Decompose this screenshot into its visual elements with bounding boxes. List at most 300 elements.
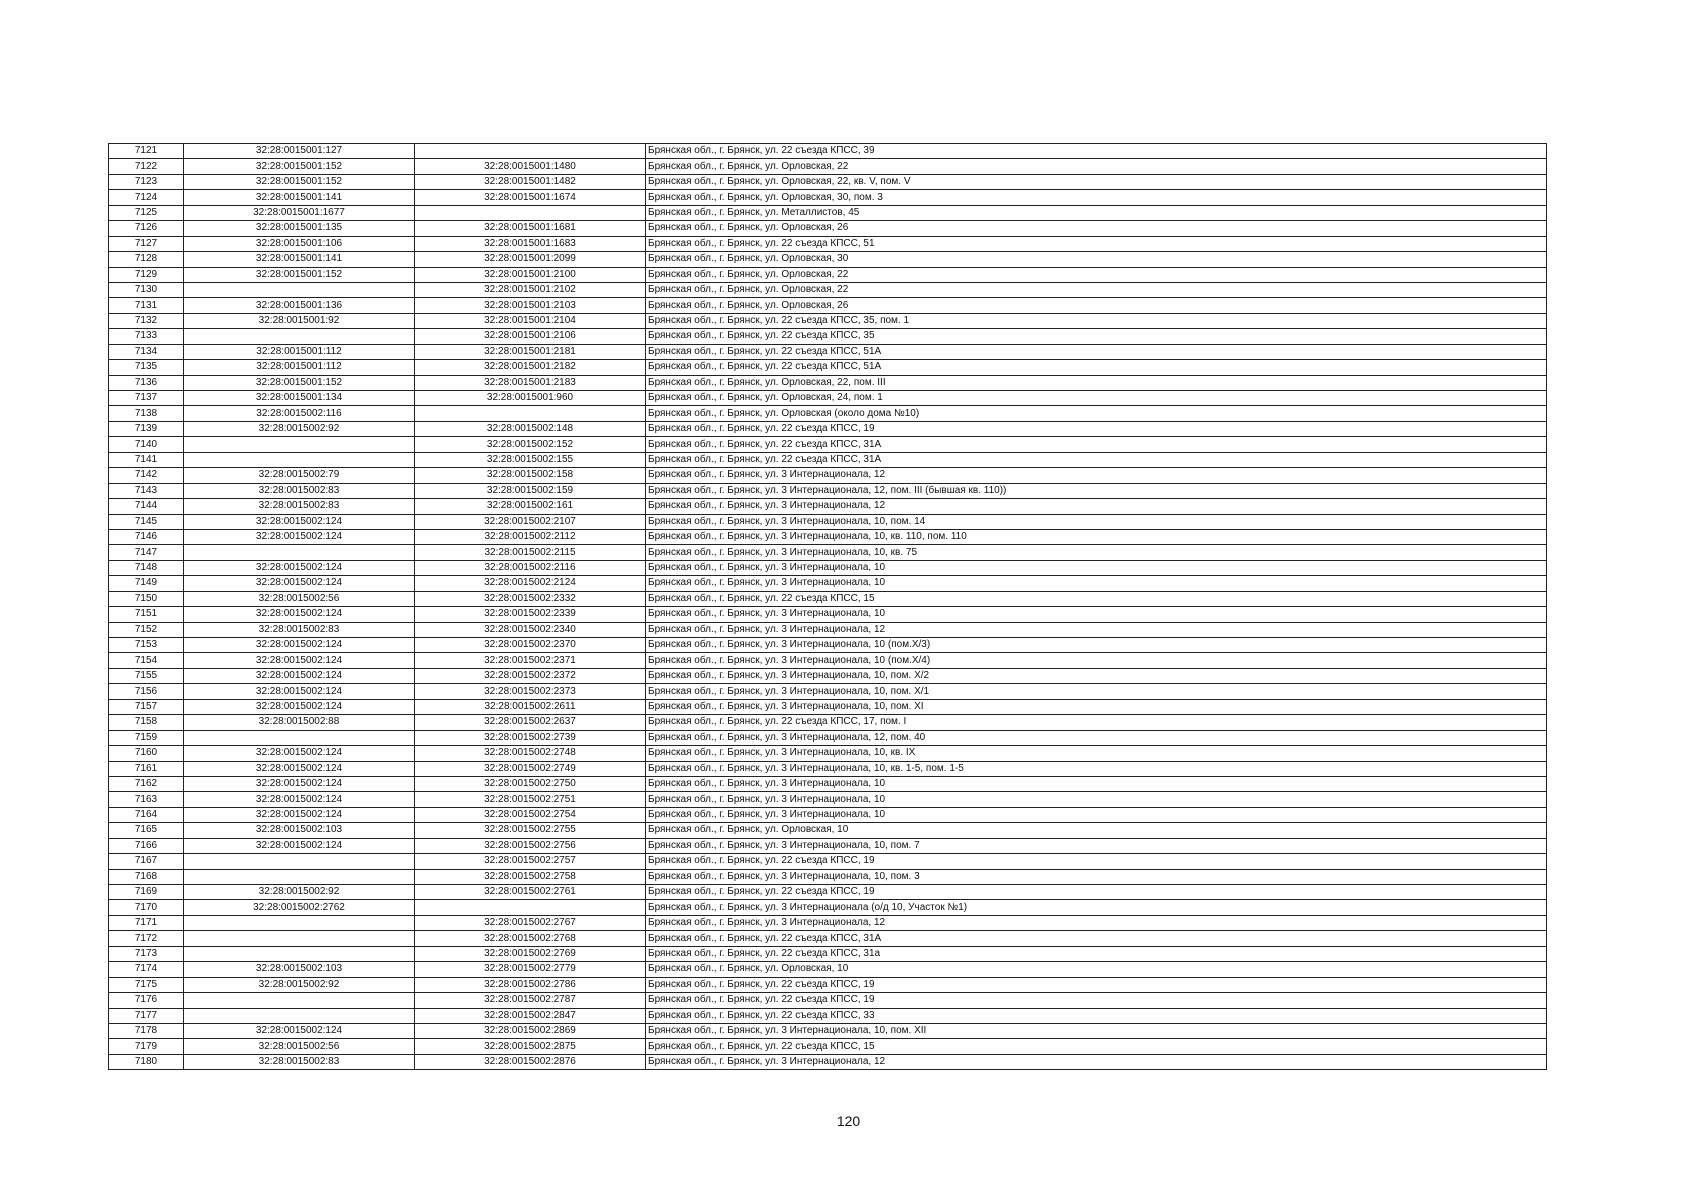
- parcel-number-cell: 32:28:0015002:124: [184, 807, 415, 822]
- parcel-number-cell: 32:28:0015002:124: [184, 514, 415, 529]
- address-cell: Брянская обл., г. Брянск, ул. 3 Интернационала, 10, пом. Х/1: [646, 684, 1547, 699]
- row-number-cell: 7123: [109, 174, 184, 189]
- row-number-cell: 7176: [109, 993, 184, 1008]
- address-cell: Брянская обл., г. Брянск, ул. 3 Интернационала, 10, пом. Х/2: [646, 668, 1547, 683]
- address-cell: Брянская обл., г. Брянск, ул. Орловская, 30, пом. 3: [646, 190, 1547, 205]
- address-cell: Брянская обл., г. Брянск, ул. 22 съезда КПСС, 19: [646, 885, 1547, 900]
- parcel-number-cell: 32:28:0015002:124: [184, 638, 415, 653]
- table-row: [109, 421, 1547, 436]
- object-number-cell: 32:28:0015001:2181: [415, 344, 646, 359]
- row-number-cell: 7158: [109, 715, 184, 730]
- address-cell: Брянская обл., г. Брянск, ул. 3 Интернационала, 12: [646, 622, 1547, 637]
- address-cell: Брянская обл., г. Брянск, ул. Орловская, 30: [646, 252, 1547, 267]
- table-row: [109, 144, 1547, 159]
- parcel-number-cell: [184, 282, 415, 297]
- table-row: [109, 607, 1547, 622]
- object-number-cell: 32:28:0015002:2756: [415, 838, 646, 853]
- parcel-number-cell: 32:28:0015002:103: [184, 962, 415, 977]
- parcel-number-cell: 32:28:0015002:83: [184, 499, 415, 514]
- table-row: [109, 529, 1547, 544]
- object-number-cell: 32:28:0015001:1674: [415, 190, 646, 205]
- table-row: [109, 653, 1547, 668]
- table-row: [109, 746, 1547, 761]
- parcel-number-cell: [184, 730, 415, 745]
- object-number-cell: 32:28:0015002:2372: [415, 668, 646, 683]
- parcel-number-cell: 32:28:0015001:136: [184, 298, 415, 313]
- parcel-number-cell: 32:28:0015002:124: [184, 1023, 415, 1038]
- parcel-number-cell: [184, 931, 415, 946]
- table-row: [109, 915, 1547, 930]
- address-cell: Брянская обл., г. Брянск, ул. Орловская, 22: [646, 267, 1547, 282]
- parcel-number-cell: 32:28:0015001:134: [184, 391, 415, 406]
- object-number-cell: 32:28:0015001:2183: [415, 375, 646, 390]
- parcel-number-cell: [184, 452, 415, 467]
- address-cell: Брянская обл., г. Брянск, ул. 22 съезда КПСС, 51: [646, 236, 1547, 251]
- address-cell: Брянская обл., г. Брянск, ул. 22 съезда КПСС, 31А: [646, 452, 1547, 467]
- object-number-cell: 32:28:0015002:161: [415, 499, 646, 514]
- row-number-cell: 7172: [109, 931, 184, 946]
- object-number-cell: [415, 406, 646, 421]
- table-row: [109, 715, 1547, 730]
- registry-table: [108, 143, 1547, 1070]
- row-number-cell: 7166: [109, 838, 184, 853]
- address-cell: Брянская обл., г. Брянск, ул. 22 съезда КПСС, 15: [646, 1039, 1547, 1054]
- address-cell: Брянская обл., г. Брянск, ул. 3 Интернационала, 12: [646, 499, 1547, 514]
- row-number-cell: 7136: [109, 375, 184, 390]
- parcel-number-cell: 32:28:0015002:83: [184, 622, 415, 637]
- object-number-cell: 32:28:0015002:2112: [415, 529, 646, 544]
- object-number-cell: 32:28:0015002:2371: [415, 653, 646, 668]
- row-number-cell: 7179: [109, 1039, 184, 1054]
- row-number-cell: 7146: [109, 529, 184, 544]
- table-row: [109, 622, 1547, 637]
- object-number-cell: 32:28:0015002:2761: [415, 885, 646, 900]
- object-number-cell: 32:28:0015002:2748: [415, 746, 646, 761]
- object-number-cell: 32:28:0015001:2106: [415, 329, 646, 344]
- parcel-number-cell: 32:28:0015002:124: [184, 838, 415, 853]
- table-row: [109, 221, 1547, 236]
- row-number-cell: 7141: [109, 452, 184, 467]
- parcel-number-cell: [184, 946, 415, 961]
- object-number-cell: 32:28:0015002:2757: [415, 854, 646, 869]
- parcel-number-cell: 32:28:0015002:92: [184, 977, 415, 992]
- parcel-number-cell: 32:28:0015002:124: [184, 746, 415, 761]
- table-row: [109, 252, 1547, 267]
- table-row: [109, 885, 1547, 900]
- row-number-cell: 7138: [109, 406, 184, 421]
- parcel-number-cell: 32:28:0015002:124: [184, 607, 415, 622]
- table-row: [109, 1008, 1547, 1023]
- address-cell: Брянская обл., г. Брянск, ул. 3 Интернационала, 10: [646, 792, 1547, 807]
- address-cell: Брянская обл., г. Брянск, ул. 3 Интернационала, 12, пом. 40: [646, 730, 1547, 745]
- row-number-cell: 7129: [109, 267, 184, 282]
- row-number-cell: 7160: [109, 746, 184, 761]
- table-row: [109, 452, 1547, 467]
- object-number-cell: 32:28:0015001:2100: [415, 267, 646, 282]
- object-number-cell: 32:28:0015002:2875: [415, 1039, 646, 1054]
- object-number-cell: 32:28:0015002:2769: [415, 946, 646, 961]
- table-row: [109, 699, 1547, 714]
- row-number-cell: 7154: [109, 653, 184, 668]
- table-row: [109, 236, 1547, 251]
- parcel-number-cell: 32:28:0015002:124: [184, 761, 415, 776]
- table-row: [109, 962, 1547, 977]
- address-cell: Брянская обл., г. Брянск, ул. Орловская (около дома №10): [646, 406, 1547, 421]
- row-number-cell: 7122: [109, 159, 184, 174]
- row-number-cell: 7143: [109, 483, 184, 498]
- row-number-cell: 7171: [109, 915, 184, 930]
- object-number-cell: [415, 205, 646, 220]
- parcel-number-cell: 32:28:0015002:2762: [184, 900, 415, 915]
- object-number-cell: 32:28:0015002:159: [415, 483, 646, 498]
- row-number-cell: 7130: [109, 282, 184, 297]
- row-number-cell: 7121: [109, 144, 184, 159]
- parcel-number-cell: 32:28:0015002:116: [184, 406, 415, 421]
- object-number-cell: [415, 900, 646, 915]
- object-number-cell: 32:28:0015002:2847: [415, 1008, 646, 1023]
- object-number-cell: 32:28:0015002:2786: [415, 977, 646, 992]
- object-number-cell: 32:28:0015002:2107: [415, 514, 646, 529]
- row-number-cell: 7135: [109, 360, 184, 375]
- page-number: 120: [836, 1113, 861, 1129]
- parcel-number-cell: 32:28:0015001:106: [184, 236, 415, 251]
- address-cell: Брянская обл., г. Брянск, ул. Орловская, 24, пом. 1: [646, 391, 1547, 406]
- parcel-number-cell: [184, 329, 415, 344]
- parcel-number-cell: 32:28:0015002:124: [184, 792, 415, 807]
- table-row: [109, 776, 1547, 791]
- row-number-cell: 7159: [109, 730, 184, 745]
- row-number-cell: 7147: [109, 545, 184, 560]
- table-row: [109, 1054, 1547, 1069]
- object-number-cell: 32:28:0015002:148: [415, 421, 646, 436]
- object-number-cell: 32:28:0015002:158: [415, 468, 646, 483]
- table-row: [109, 761, 1547, 776]
- address-cell: Брянская обл., г. Брянск, ул. 3 Интернационала, 10: [646, 807, 1547, 822]
- parcel-number-cell: [184, 915, 415, 930]
- row-number-cell: 7155: [109, 668, 184, 683]
- object-number-cell: 32:28:0015002:2637: [415, 715, 646, 730]
- row-number-cell: 7156: [109, 684, 184, 699]
- address-cell: Брянская обл., г. Брянск, ул. 3 Интернационала, 10, пом. 14: [646, 514, 1547, 529]
- parcel-number-cell: 32:28:0015001:92: [184, 313, 415, 328]
- table-row: [109, 174, 1547, 189]
- object-number-cell: 32:28:0015002:2370: [415, 638, 646, 653]
- row-number-cell: 7167: [109, 854, 184, 869]
- parcel-number-cell: [184, 1008, 415, 1023]
- parcel-number-cell: 32:28:0015001:152: [184, 159, 415, 174]
- object-number-cell: 32:28:0015002:2332: [415, 591, 646, 606]
- address-cell: Брянская обл., г. Брянск, ул. 22 съезда КПСС, 17, пом. I: [646, 715, 1547, 730]
- table-row: [109, 483, 1547, 498]
- row-number-cell: 7140: [109, 437, 184, 452]
- row-number-cell: 7127: [109, 236, 184, 251]
- address-cell: Брянская обл., г. Брянск, ул. 3 Интернационала, 10 (пом.Х/3): [646, 638, 1547, 653]
- parcel-number-cell: [184, 545, 415, 560]
- row-number-cell: 7145: [109, 514, 184, 529]
- address-cell: Брянская обл., г. Брянск, ул. 3 Интернационала, 12: [646, 915, 1547, 930]
- row-number-cell: 7124: [109, 190, 184, 205]
- table-row: [109, 638, 1547, 653]
- address-cell: Брянская обл., г. Брянск, ул. 22 съезда КПСС, 31а: [646, 946, 1547, 961]
- address-cell: Брянская обл., г. Брянск, ул. 22 съезда КПСС, 35: [646, 329, 1547, 344]
- table-row: [109, 1039, 1547, 1054]
- address-cell: Брянская обл., г. Брянск, ул. 3 Интернационала, 12, пом. III (бывшая кв. 110)): [646, 483, 1547, 498]
- parcel-number-cell: 32:28:0015002:83: [184, 1054, 415, 1069]
- object-number-cell: 32:28:0015002:2339: [415, 607, 646, 622]
- object-number-cell: 32:28:0015002:2758: [415, 869, 646, 884]
- parcel-number-cell: 32:28:0015002:124: [184, 684, 415, 699]
- table-row: [109, 313, 1547, 328]
- address-cell: Брянская обл., г. Брянск, ул. 22 съезда КПСС, 51А: [646, 344, 1547, 359]
- row-number-cell: 7165: [109, 823, 184, 838]
- table-row: [109, 1023, 1547, 1038]
- parcel-number-cell: 32:28:0015002:83: [184, 483, 415, 498]
- row-number-cell: 7150: [109, 591, 184, 606]
- table-row: [109, 869, 1547, 884]
- row-number-cell: 7161: [109, 761, 184, 776]
- address-cell: Брянская обл., г. Брянск, ул. 22 съезда КПСС, 15: [646, 591, 1547, 606]
- row-number-cell: 7151: [109, 607, 184, 622]
- address-cell: Брянская обл., г. Брянск, ул. 22 съезда КПСС, 51А: [646, 360, 1547, 375]
- row-number-cell: 7131: [109, 298, 184, 313]
- address-cell: Брянская обл., г. Брянск, ул. 22 съезда КПСС, 19: [646, 977, 1547, 992]
- row-number-cell: 7177: [109, 1008, 184, 1023]
- table-row: [109, 823, 1547, 838]
- row-number-cell: 7148: [109, 560, 184, 575]
- parcel-number-cell: 32:28:0015002:124: [184, 576, 415, 591]
- table-row: [109, 499, 1547, 514]
- row-number-cell: 7152: [109, 622, 184, 637]
- address-cell: Брянская обл., г. Брянск, ул. 22 съезда КПСС, 39: [646, 144, 1547, 159]
- object-number-cell: 32:28:0015001:2104: [415, 313, 646, 328]
- table-row: [109, 977, 1547, 992]
- table-row: [109, 282, 1547, 297]
- address-cell: Брянская обл., г. Брянск, ул. 22 съезда КПСС, 31А: [646, 437, 1547, 452]
- table-row: [109, 329, 1547, 344]
- object-number-cell: 32:28:0015001:2103: [415, 298, 646, 313]
- parcel-number-cell: 32:28:0015001:135: [184, 221, 415, 236]
- row-number-cell: 7173: [109, 946, 184, 961]
- object-number-cell: 32:28:0015002:2755: [415, 823, 646, 838]
- address-cell: Брянская обл., г. Брянск, ул. 22 съезда КПСС, 31А: [646, 931, 1547, 946]
- object-number-cell: 32:28:0015002:2869: [415, 1023, 646, 1038]
- address-cell: Брянская обл., г. Брянск, ул. 3 Интернационала, 10, пом. 7: [646, 838, 1547, 853]
- row-number-cell: 7153: [109, 638, 184, 653]
- table-row: [109, 190, 1547, 205]
- address-cell: Брянская обл., г. Брянск, ул. 22 съезда КПСС, 19: [646, 993, 1547, 1008]
- row-number-cell: 7142: [109, 468, 184, 483]
- address-cell: Брянская обл., г. Брянск, ул. 3 Интернационала, 10, кв. 1-5, пом. 1-5: [646, 761, 1547, 776]
- parcel-number-cell: 32:28:0015002:103: [184, 823, 415, 838]
- object-number-cell: 32:28:0015002:2787: [415, 993, 646, 1008]
- row-number-cell: 7178: [109, 1023, 184, 1038]
- parcel-number-cell: 32:28:0015002:88: [184, 715, 415, 730]
- object-number-cell: 32:28:0015002:2768: [415, 931, 646, 946]
- object-number-cell: 32:28:0015002:2750: [415, 776, 646, 791]
- row-number-cell: 7180: [109, 1054, 184, 1069]
- address-cell: Брянская обл., г. Брянск, ул. Орловская, 22: [646, 159, 1547, 174]
- parcel-number-cell: [184, 993, 415, 1008]
- registry-table-body: [109, 144, 1547, 1070]
- address-cell: Брянская обл., г. Брянск, ул. Орловская, 26: [646, 298, 1547, 313]
- address-cell: Брянская обл., г. Брянск, ул. 3 Интернационала, 10: [646, 776, 1547, 791]
- table-row: [109, 946, 1547, 961]
- object-number-cell: 32:28:0015001:1480: [415, 159, 646, 174]
- row-number-cell: 7170: [109, 900, 184, 915]
- table-row: [109, 437, 1547, 452]
- address-cell: Брянская обл., г. Брянск, ул. 3 Интернационала, 10, кв. 75: [646, 545, 1547, 560]
- table-row: [109, 807, 1547, 822]
- parcel-number-cell: 32:28:0015002:79: [184, 468, 415, 483]
- address-cell: Брянская обл., г. Брянск, ул. Орловская, 10: [646, 962, 1547, 977]
- address-cell: Брянская обл., г. Брянск, ул. 3 Интернационала, 10, пом. XI: [646, 699, 1547, 714]
- row-number-cell: 7174: [109, 962, 184, 977]
- table-row: [109, 591, 1547, 606]
- row-number-cell: 7126: [109, 221, 184, 236]
- object-number-cell: 32:28:0015001:1683: [415, 236, 646, 251]
- table-row: [109, 406, 1547, 421]
- object-number-cell: 32:28:0015002:2767: [415, 915, 646, 930]
- object-number-cell: 32:28:0015002:2779: [415, 962, 646, 977]
- address-cell: Брянская обл., г. Брянск, ул. 3 Интернационала, 10, пом. XII: [646, 1023, 1547, 1038]
- table-row: [109, 931, 1547, 946]
- row-number-cell: 7137: [109, 391, 184, 406]
- row-number-cell: 7144: [109, 499, 184, 514]
- parcel-number-cell: 32:28:0015001:152: [184, 174, 415, 189]
- row-number-cell: 7134: [109, 344, 184, 359]
- address-cell: Брянская обл., г. Брянск, ул. Орловская, 22: [646, 282, 1547, 297]
- address-cell: Брянская обл., г. Брянск, ул. 22 съезда КПСС, 19: [646, 421, 1547, 436]
- table-row: [109, 205, 1547, 220]
- address-cell: Брянская обл., г. Брянск, ул. 3 Интернационала, 10, кв. 110, пом. 110: [646, 529, 1547, 544]
- row-number-cell: 7139: [109, 421, 184, 436]
- table-row: [109, 545, 1547, 560]
- row-number-cell: 7168: [109, 869, 184, 884]
- address-cell: Брянская обл., г. Брянск, ул. 3 Интернационала, 10, пом. 3: [646, 869, 1547, 884]
- row-number-cell: 7133: [109, 329, 184, 344]
- table-row: [109, 668, 1547, 683]
- address-cell: Брянская обл., г. Брянск, ул. Металлистов, 45: [646, 205, 1547, 220]
- object-number-cell: 32:28:0015002:2116: [415, 560, 646, 575]
- address-cell: Брянская обл., г. Брянск, ул. Орловская, 26: [646, 221, 1547, 236]
- row-number-cell: 7169: [109, 885, 184, 900]
- row-number-cell: 7162: [109, 776, 184, 791]
- object-number-cell: 32:28:0015002:2611: [415, 699, 646, 714]
- parcel-number-cell: 32:28:0015002:92: [184, 421, 415, 436]
- parcel-number-cell: 32:28:0015001:141: [184, 190, 415, 205]
- object-number-cell: 32:28:0015002:2751: [415, 792, 646, 807]
- table-row: [109, 993, 1547, 1008]
- object-number-cell: 32:28:0015001:2102: [415, 282, 646, 297]
- row-number-cell: 7164: [109, 807, 184, 822]
- object-number-cell: 32:28:0015002:2115: [415, 545, 646, 560]
- parcel-number-cell: 32:28:0015002:124: [184, 653, 415, 668]
- parcel-number-cell: 32:28:0015002:124: [184, 560, 415, 575]
- parcel-number-cell: 32:28:0015001:152: [184, 375, 415, 390]
- table-row: [109, 298, 1547, 313]
- row-number-cell: 7163: [109, 792, 184, 807]
- row-number-cell: 7149: [109, 576, 184, 591]
- table-row: [109, 838, 1547, 853]
- table-row: [109, 560, 1547, 575]
- object-number-cell: 32:28:0015001:960: [415, 391, 646, 406]
- row-number-cell: 7128: [109, 252, 184, 267]
- object-number-cell: [415, 144, 646, 159]
- object-number-cell: 32:28:0015001:2182: [415, 360, 646, 375]
- address-cell: Брянская обл., г. Брянск, ул. 3 Интернационала, 10 (пом.Х/4): [646, 653, 1547, 668]
- object-number-cell: 32:28:0015002:2754: [415, 807, 646, 822]
- object-number-cell: 32:28:0015002:2749: [415, 761, 646, 776]
- object-number-cell: 32:28:0015002:2340: [415, 622, 646, 637]
- table-row: [109, 684, 1547, 699]
- object-number-cell: 32:28:0015002:2124: [415, 576, 646, 591]
- object-number-cell: 32:28:0015002:2373: [415, 684, 646, 699]
- parcel-number-cell: 32:28:0015002:56: [184, 591, 415, 606]
- row-number-cell: 7175: [109, 977, 184, 992]
- table-row: [109, 391, 1547, 406]
- parcel-number-cell: [184, 869, 415, 884]
- object-number-cell: 32:28:0015001:1482: [415, 174, 646, 189]
- table-row: [109, 267, 1547, 282]
- object-number-cell: 32:28:0015002:155: [415, 452, 646, 467]
- parcel-number-cell: [184, 437, 415, 452]
- table-row: [109, 900, 1547, 915]
- object-number-cell: 32:28:0015002:2739: [415, 730, 646, 745]
- address-cell: Брянская обл., г. Брянск, ул. Орловская, 10: [646, 823, 1547, 838]
- parcel-number-cell: 32:28:0015001:152: [184, 267, 415, 282]
- address-cell: Брянская обл., г. Брянск, ул. 3 Интернационала, 10: [646, 560, 1547, 575]
- parcel-number-cell: 32:28:0015001:112: [184, 344, 415, 359]
- address-cell: Брянская обл., г. Брянск, ул. 3 Интернационала, 10: [646, 607, 1547, 622]
- table-row: [109, 514, 1547, 529]
- row-number-cell: 7125: [109, 205, 184, 220]
- address-cell: Брянская обл., г. Брянск, ул. Орловская, 22, кв. V, пом. V: [646, 174, 1547, 189]
- table-row: [109, 854, 1547, 869]
- address-cell: Брянская обл., г. Брянск, ул. 3 Интернационала, 12: [646, 468, 1547, 483]
- object-number-cell: 32:28:0015001:1681: [415, 221, 646, 236]
- parcel-number-cell: 32:28:0015002:124: [184, 529, 415, 544]
- address-cell: Брянская обл., г. Брянск, ул. 3 Интернационала (о/д 10, Участок №1): [646, 900, 1547, 915]
- row-number-cell: 7157: [109, 699, 184, 714]
- row-number-cell: 7132: [109, 313, 184, 328]
- parcel-number-cell: 32:28:0015001:127: [184, 144, 415, 159]
- address-cell: Брянская обл., г. Брянск, ул. 22 съезда КПСС, 19: [646, 854, 1547, 869]
- address-cell: Брянская обл., г. Брянск, ул. 22 съезда КПСС, 33: [646, 1008, 1547, 1023]
- object-number-cell: 32:28:0015002:2876: [415, 1054, 646, 1069]
- parcel-number-cell: 32:28:0015001:141: [184, 252, 415, 267]
- table-row: [109, 360, 1547, 375]
- parcel-number-cell: 32:28:0015002:124: [184, 668, 415, 683]
- object-number-cell: 32:28:0015002:152: [415, 437, 646, 452]
- parcel-number-cell: 32:28:0015002:56: [184, 1039, 415, 1054]
- table-row: [109, 730, 1547, 745]
- parcel-number-cell: 32:28:0015002:124: [184, 776, 415, 791]
- table-row: [109, 576, 1547, 591]
- address-cell: Брянская обл., г. Брянск, ул. 3 Интернационала, 10, кв. IX: [646, 746, 1547, 761]
- table-row: [109, 792, 1547, 807]
- address-cell: Брянская обл., г. Брянск, ул. Орловская, 22, пом. III: [646, 375, 1547, 390]
- table-row: [109, 375, 1547, 390]
- parcel-number-cell: 32:28:0015001:112: [184, 360, 415, 375]
- table-row: [109, 344, 1547, 359]
- table-row: [109, 468, 1547, 483]
- address-cell: Брянская обл., г. Брянск, ул. 3 Интернационала, 12: [646, 1054, 1547, 1069]
- parcel-number-cell: 32:28:0015001:1677: [184, 205, 415, 220]
- parcel-number-cell: 32:28:0015002:92: [184, 885, 415, 900]
- parcel-number-cell: [184, 854, 415, 869]
- object-number-cell: 32:28:0015001:2099: [415, 252, 646, 267]
- address-cell: Брянская обл., г. Брянск, ул. 22 съезда КПСС, 35, пом. 1: [646, 313, 1547, 328]
